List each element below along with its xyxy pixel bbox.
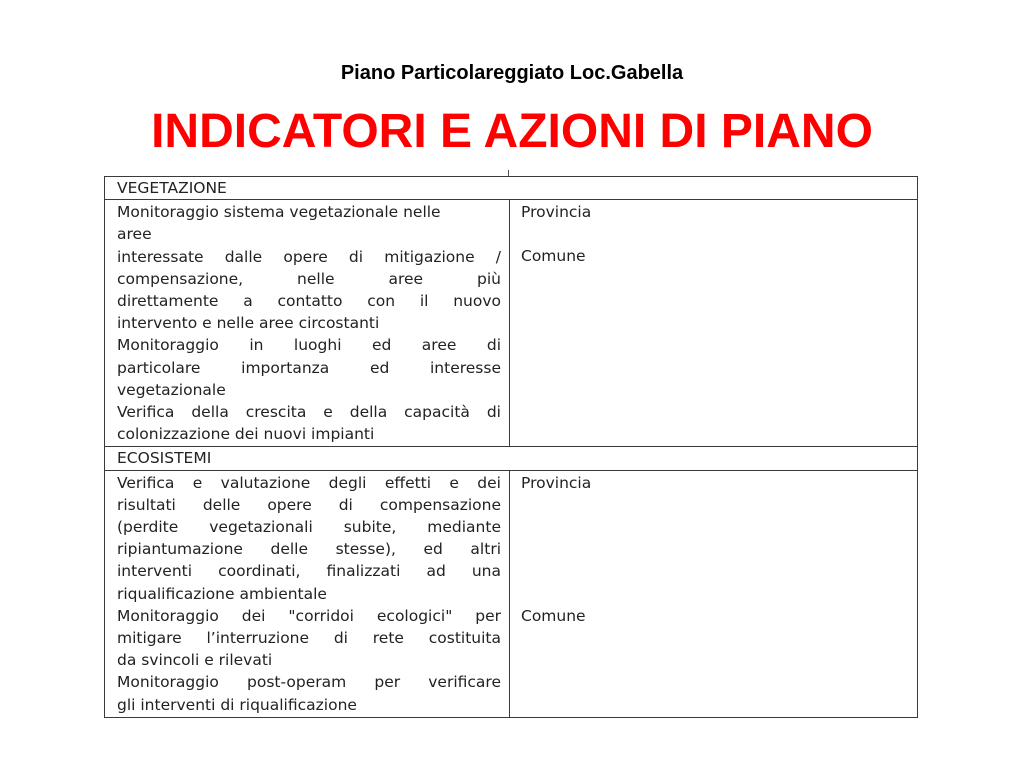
section-content-row: [105, 200, 918, 447]
section-heading: VEGETAZIONE: [105, 177, 918, 200]
description-line: compensazione, nelle aree più: [117, 269, 501, 288]
description-line: mitigare l’interruzione di rete costituita: [117, 629, 501, 648]
slide-title: INDICATORI E AZIONI DI PIANO: [151, 105, 873, 158]
entity-spacer: [521, 494, 909, 605]
entity-comune: Comune: [521, 247, 586, 266]
section-content-row: [105, 470, 918, 717]
description-line: interventi coordinati, finalizzati ad una: [117, 562, 501, 581]
section-entities: [510, 470, 918, 717]
section-description: [105, 200, 510, 447]
entity-provincia: Provincia: [521, 473, 592, 492]
entity-comune: Comune: [521, 606, 586, 625]
section-entities: [510, 200, 918, 447]
description-line: (perdite vegetazionali subite, mediante: [117, 518, 501, 537]
description-line: Verifica della crescita e della capacità di: [117, 403, 501, 422]
description-line: riqualificazione ambientale: [117, 584, 327, 603]
section-heading: ECOSISTEMI: [105, 447, 918, 470]
slide-subtitle: Piano Particolareggiato Loc.Gabella: [340, 62, 684, 84]
entity-spacer: [521, 223, 909, 245]
section-heading-row: [105, 447, 918, 470]
description-line: da svincoli e rilevati: [117, 651, 273, 670]
description-line: Monitoraggio in luoghi ed aree di: [117, 336, 501, 355]
description-line: interessate dalle opere di mitigazione /: [117, 247, 501, 266]
section-heading-row: [105, 177, 918, 200]
description-line: colonizzazione dei nuovi impianti: [117, 425, 375, 444]
description-line: intervento e nelle aree circostanti: [117, 314, 380, 333]
section-description: [105, 470, 510, 717]
entity-provincia: Provincia: [521, 203, 592, 222]
description-line: direttamente a contatto con il nuovo: [117, 292, 501, 311]
description-line: Monitoraggio dei "corridoi ecologici" per: [117, 606, 501, 625]
description-line: gli interventi di riqualificazione: [117, 695, 357, 714]
description-line: Monitoraggio sistema vegetazionale nelle: [117, 203, 441, 222]
description-line: Verifica e valutazione degli effetti e dei: [117, 473, 501, 492]
description-line: risultati delle opere di compensazione: [117, 495, 501, 514]
description-line: particolare importanza ed interesse: [117, 358, 501, 377]
description-line: Monitoraggio post-operam per verificare: [117, 673, 501, 692]
description-line: vegetazionale: [117, 380, 226, 399]
description-line: aree: [117, 225, 152, 244]
indicators-table: [104, 176, 918, 718]
description-line: ripiantumazione delle stesse), ed altri: [117, 540, 501, 559]
